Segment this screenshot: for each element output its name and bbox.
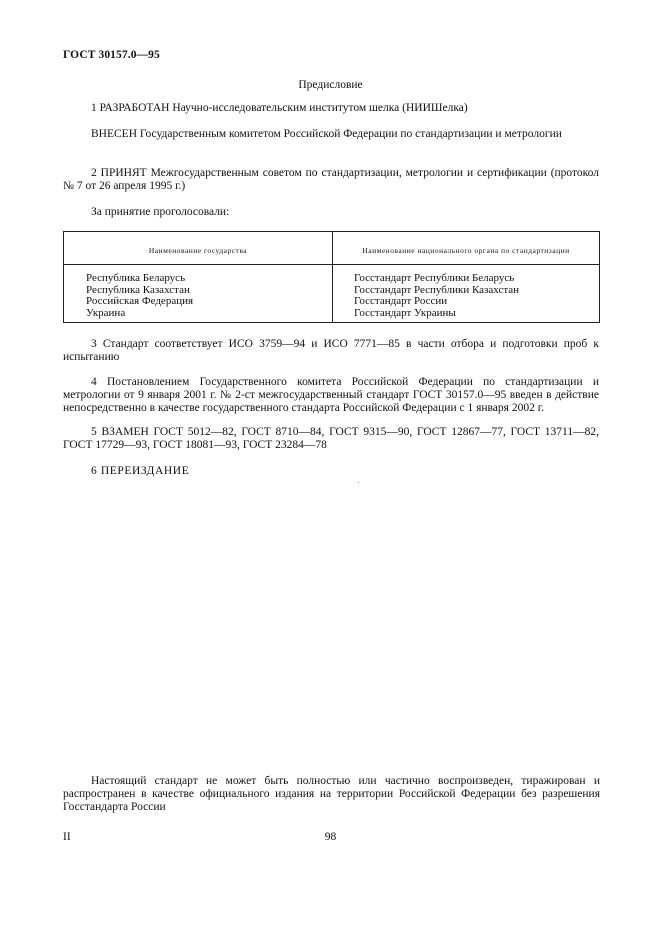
paragraph-introduced-by: ВНЕСЕН Государственным комитетом Российской Федерации по стандартизации и метрологии <box>91 128 562 140</box>
table-cell-state: Российская Федерация <box>86 295 194 307</box>
section-title: Предисловие <box>298 79 363 91</box>
table-header-body: Наименование национального органа по стандартизации <box>362 246 570 255</box>
table-column-bodies <box>354 273 519 319</box>
table-cell-body: Госстандарт Республики Беларусь <box>354 272 515 284</box>
table-cell-body: Госстандарт России <box>354 295 448 307</box>
copyright-notice: Настоящий стандарт не может быть полностью или частично воспроизведен, тиражирован и распространен в качестве официального издания на территории Российской Федерации без разрешения Госстандарта России <box>63 775 600 813</box>
paragraph-replaces: 5 ВЗАМЕН ГОСТ 5012—82, ГОСТ 8710—84, ГОСТ 9315—90, ГОСТ 12867—77, ГОСТ 13711—82, ГОСТ 17729—93, ГОСТ 18081—93, ГОСТ 23284—78 <box>63 426 599 451</box>
footer-page-number: 98 <box>324 831 337 843</box>
paragraph-resolution: 4 Постановлением Государственного комитета Российской Федерации по стандартизации и метрологии от 9 января 2001 г. № 2-ст межгосударственный стандарт ГОСТ 30157.0—95 введен в действие непосредственно в качестве государственного стандарта Российской Федерации с 1 января 2002 г. <box>63 376 599 414</box>
table-column-states <box>86 273 193 319</box>
table-cell-body: Госстандарт Республики Казахстан <box>354 283 520 296</box>
scan-speck <box>358 482 359 483</box>
table-header-rule <box>64 264 599 265</box>
table-cell-body: Госстандарт Украины <box>354 306 456 319</box>
paragraph-iso-conformity: 3 Стандарт соответствует ИСО 3759—94 и ИСО 7771—85 в части отбора и подготовки проб к испытанию <box>63 338 599 363</box>
paragraph-developed-by: 1 РАЗРАБОТАН Научно-исследовательским институтом шелка (НИИШелка) <box>91 102 468 114</box>
table-header-state: Наименование государства <box>148 246 248 255</box>
footer-section-number: II <box>63 831 71 843</box>
paragraph-voted-for: За принятие проголосовали: <box>91 206 230 218</box>
paragraph-reissue: 6 ПЕРЕИЗДАНИЕ <box>91 465 190 477</box>
document-code: ГОСТ 30157.0—95 <box>63 49 160 61</box>
table-cell-state: Украина <box>86 306 126 319</box>
paragraph-adopted-by: 2 ПРИНЯТ Межгосударственным советом по стандартизации, метрологии и сертификации (протокол № 7 от 26 апреля 1995 г.) <box>63 167 599 192</box>
table-cell-state: Республика Беларусь <box>86 272 186 284</box>
voting-table <box>63 231 600 323</box>
table-cell-state: Республика Казахстан <box>86 283 190 296</box>
